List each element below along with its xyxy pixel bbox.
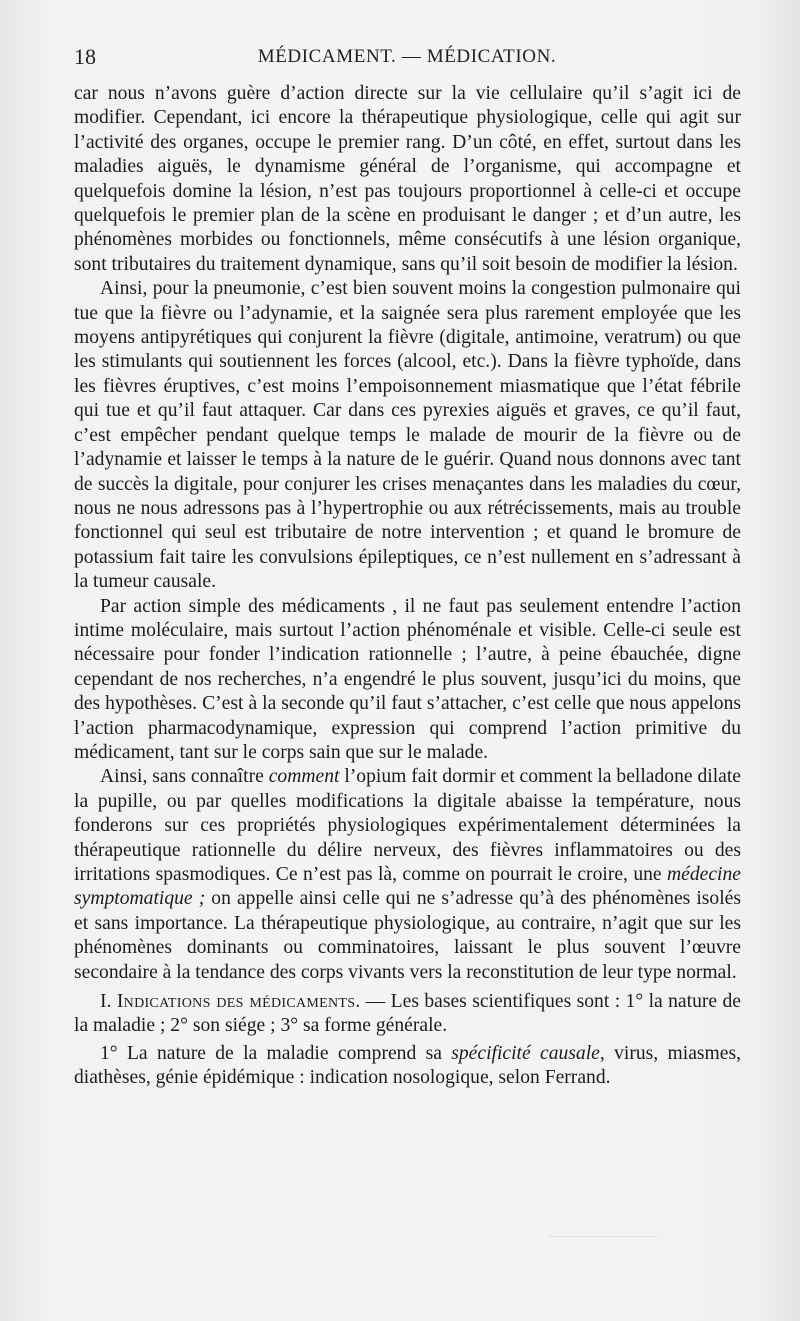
paragraph-6-text-a: 1° La nature de la maladie comprend sa <box>100 1042 452 1064</box>
body-text <box>74 82 741 1091</box>
faint-stamp-mark <box>548 1236 658 1245</box>
paragraph-6-italic: spécificité causale <box>451 1042 600 1064</box>
page-number: 18 <box>74 44 96 69</box>
paragraph-1: car nous n’avons guère d’action directe sur la vie cellulaire qu’il s’agit ici de modifier. Cependant, ici encore la thérapeutique physiologique, celle qui agit sur l’activité des organes, occupe le premier rang. D’un côté, en effet, surtout dans les maladies aiguës, le dynamisme général de l’organisme, qui accompagne et quelquefois domine la lésion, n’est pas toujours proportionnel à celle-ci et occupe quelquefois le premier plan de la scène en produisant le danger ; et d’un autre, les phénomènes morbides ou fonctionnels, même consécutifs à une lésion organique, sont tributaires du traitement dynamique, sans qu’il soit besoin de modifier la lésion. <box>74 83 741 275</box>
page-header <box>74 44 740 72</box>
paragraph-4-text-c: on appelle ainsi celle qui ne s’adresse qu’à des phénomènes isolés et sans importance. La thérapeutique physiologique, au contraire, n’agit que sur les phénomènes dominants ou comminatoires, laissant le plus souvent l’œuvre secondaire à la tendance des corps vivants vers la reconstitution de leur type normal. <box>74 888 741 983</box>
section-indications <box>74 990 741 1039</box>
paragraph-4-text-b: l’opium fait dormir et comment la belladone dilate la pupille, ou par quelles modifications la digitale abaisse la température, nous fonderons sur ces propriétés physiologiques expérimentalement déterminées la thérapeutique rationnelle du délire nerveux, des fièvres inflammatoires ou des irritations spasmodiques. Ce n’est pas là, comme on pourrait le croire, une <box>74 766 741 885</box>
paragraph-4 <box>74 765 741 985</box>
paragraph-6-text-b: , virus, miasmes, diathèses, génie épidémique : indication nosologique, selon Ferrand. <box>74 1042 741 1089</box>
paragraph-3: Par action simple des médicaments , il ne faut pas seulement entendre l’action intime moléculaire, mais surtout l’action phénoménale et visible. Celle-ci seule est nécessaire pour fonder l’indication rationnelle ; l’autre, à peine ébauchée, digne cependant de nos recherches, n’a engendré le plus souvent, jusqu’ici du moins, que des hypothèses. C’est à la seconde qu’il faut s’attacher, c’est celle que nous appelons l’action pharmacodynamique, expression qui comprend l’action primitive du médicament, tant sur le corps sain que sur le malade. <box>74 595 741 763</box>
paragraph-4-text-a: Ainsi, sans connaître <box>100 766 269 788</box>
paragraph-6 <box>74 1042 741 1091</box>
paragraph-4-italic-comment: comment <box>268 766 340 788</box>
running-head: MÉDICAMENT. — MÉDICATION. <box>257 46 557 67</box>
paragraph-2: Ainsi, pour la pneumonie, c’est bien souvent moins la congestion pulmonaire qui tue que la fièvre ou l’adynamie, et la saignée sera plus rarement employée que les moyens antipyrétiques qui conjurent la fièvre (digitale, antimoine, veratrum) ou que les stimulants qui soutiennent les forces (alcool, etc.). Dans la fièvre typhoïde, dans les fièvres éruptives, c’est moins l’empoisonnement miasmatique que l’état fébrile qui tue et qu’il faut attaquer. Car dans ces pyrexies aiguës et graves, ce qu’il faut, c’est empêcher pendant quelque temps le malade de mourir de la fièvre ou de l’adynamie et laisser le temps à la nature de le guérir. Quand nous donnons avec tant de succès la digitale, pour conjurer les crises menaçantes dans les maladies du cœur, nous ne nous adressons pas à l’hypertrophie ou aux rétrécissements, mais au trouble fonctionnel qui seul est tributaire de notre intervention ; et quand le bromure de potassium fait taire les convulsions épileptiques, ce n’est nullement en s’adressant à la tumeur causale. <box>74 278 741 593</box>
section-text: . — Les bases scientifiques sont : 1° la nature de la maladie ; 2° son siége ; 3° sa forme générale. <box>74 991 741 1037</box>
section-heading: Indications des médicaments <box>116 991 356 1013</box>
paragraph-4-italic-medecine: médecine symptomatique ; <box>74 864 741 910</box>
section-number: I. <box>100 991 117 1013</box>
